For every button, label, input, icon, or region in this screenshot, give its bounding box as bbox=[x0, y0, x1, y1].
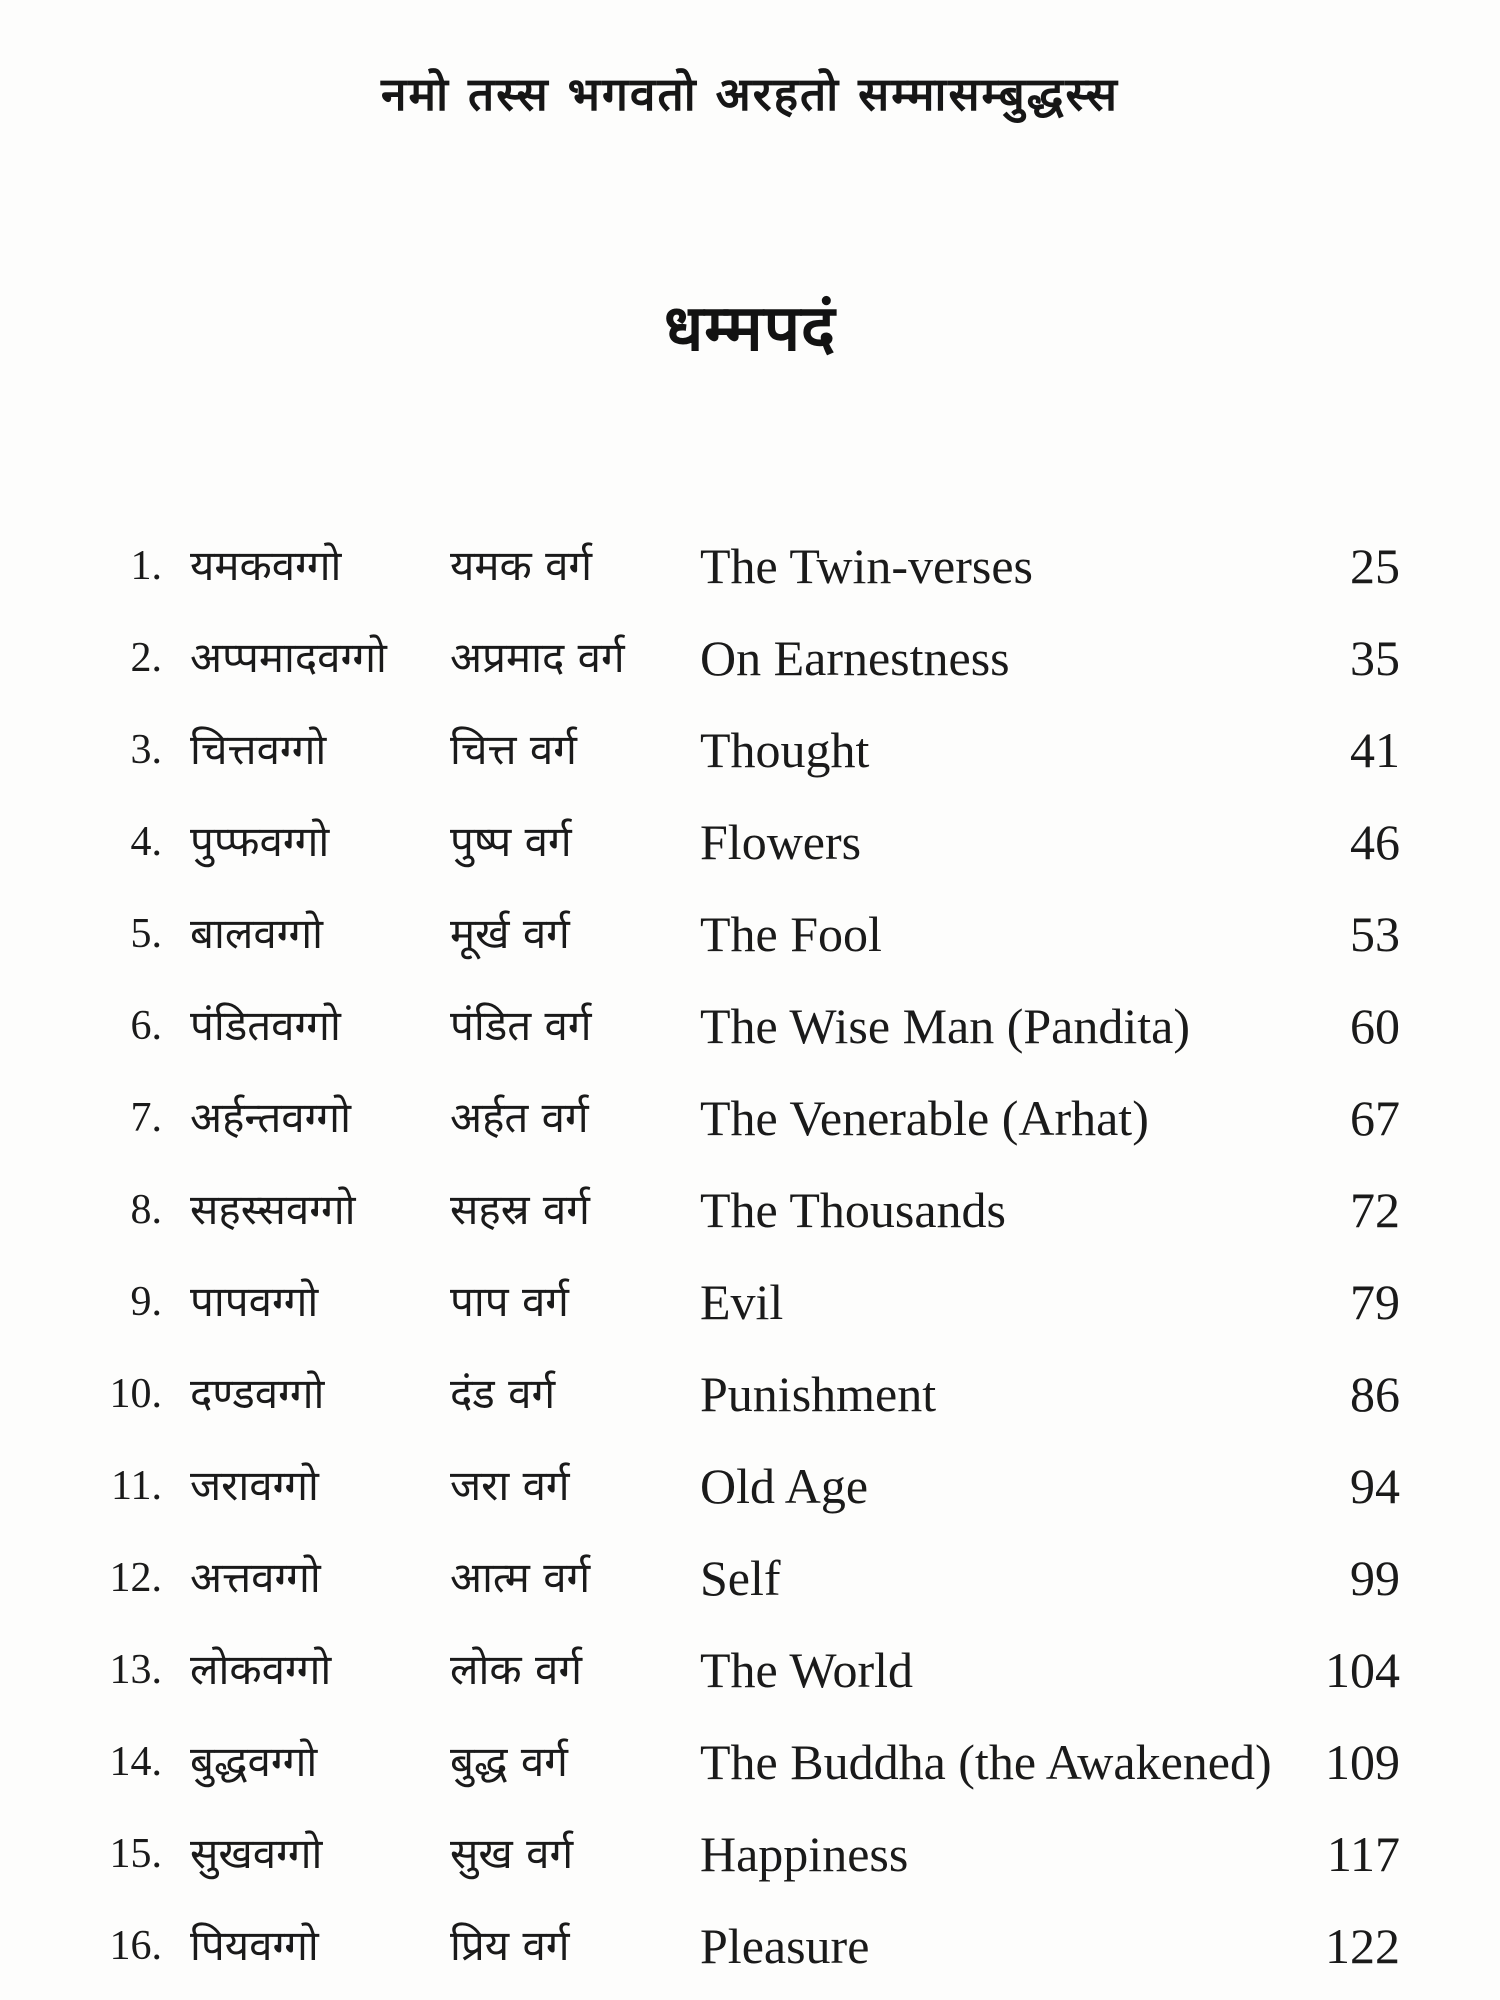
toc-row bbox=[0, 704, 1500, 796]
hindi-chapter-title: चित्त वर्ग bbox=[450, 725, 577, 774]
hindi-chapter-title: लोक वर्ग bbox=[450, 1645, 582, 1694]
toc-row bbox=[0, 1440, 1500, 1532]
page-number: 79 bbox=[1350, 1274, 1400, 1330]
chapter-number: 4. bbox=[130, 819, 162, 865]
pali-chapter-title: सुखवग्गो bbox=[190, 1829, 323, 1878]
english-chapter-title: The Twin-verses bbox=[700, 538, 1033, 594]
invocation-line: नमो तस्स भगवतो अरहतो सम्मासम्बुद्धस्स bbox=[381, 67, 1119, 121]
table-of-contents bbox=[0, 520, 1500, 1992]
chapter-number: 3. bbox=[130, 727, 162, 773]
page-number: 94 bbox=[1350, 1458, 1400, 1514]
pali-chapter-title: यमकवग्गो bbox=[190, 541, 342, 590]
english-chapter-title: Thought bbox=[700, 722, 870, 778]
hindi-chapter-title: पंडित वर्ग bbox=[450, 1001, 592, 1050]
chapter-number: 7. bbox=[130, 1095, 162, 1141]
page-number: 104 bbox=[1325, 1642, 1400, 1698]
page-number: 60 bbox=[1350, 998, 1400, 1054]
english-chapter-title: The Wise Man (Pandita) bbox=[700, 998, 1190, 1054]
chapter-number: 15. bbox=[109, 1831, 162, 1877]
page-number: 122 bbox=[1325, 1918, 1400, 1974]
pali-chapter-title: पंडितवग्गो bbox=[190, 1001, 341, 1050]
toc-row bbox=[0, 612, 1500, 704]
page-number: 41 bbox=[1350, 722, 1400, 778]
toc-row bbox=[0, 1716, 1500, 1808]
hindi-chapter-title: आत्म वर्ग bbox=[450, 1553, 591, 1602]
pali-chapter-title: पियवग्गो bbox=[190, 1921, 319, 1970]
pali-chapter-title: पापवग्गो bbox=[190, 1277, 319, 1326]
toc-row bbox=[0, 1164, 1500, 1256]
chapter-number: 5. bbox=[130, 911, 162, 957]
toc-row bbox=[0, 1072, 1500, 1164]
toc-row bbox=[0, 1624, 1500, 1716]
pali-chapter-title: लोकवग्गो bbox=[190, 1645, 332, 1694]
english-chapter-title: Pleasure bbox=[700, 1918, 870, 1974]
chapter-number: 10. bbox=[109, 1371, 162, 1417]
english-chapter-title: Old Age bbox=[700, 1458, 869, 1514]
english-chapter-title: Evil bbox=[700, 1274, 784, 1330]
chapter-number: 14. bbox=[109, 1739, 162, 1785]
page-number: 35 bbox=[1350, 630, 1400, 686]
english-chapter-title: The Buddha (the Awakened) bbox=[700, 1734, 1272, 1790]
page-number: 109 bbox=[1325, 1734, 1400, 1790]
pali-chapter-title: दण्डवग्गो bbox=[190, 1369, 325, 1418]
hindi-chapter-title: बुद्ध वर्ग bbox=[450, 1737, 568, 1786]
toc-row bbox=[0, 796, 1500, 888]
chapter-number: 2. bbox=[130, 635, 162, 681]
english-chapter-title: Self bbox=[700, 1550, 781, 1606]
toc-row bbox=[0, 888, 1500, 980]
page-number: 72 bbox=[1350, 1182, 1400, 1238]
page-title: धम्मपदं bbox=[663, 292, 837, 366]
hindi-chapter-title: दंड वर्ग bbox=[450, 1369, 556, 1418]
hindi-chapter-title: अप्रमाद वर्ग bbox=[450, 633, 625, 682]
page-number: 117 bbox=[1326, 1826, 1400, 1882]
pali-chapter-title: सहस्सवग्गो bbox=[190, 1185, 356, 1234]
hindi-chapter-title: पुष्प वर्ग bbox=[450, 817, 572, 866]
toc-row bbox=[0, 1900, 1500, 1992]
pali-chapter-title: बुद्धवग्गो bbox=[190, 1737, 318, 1786]
page-number: 67 bbox=[1350, 1090, 1400, 1146]
english-chapter-title: The Thousands bbox=[700, 1182, 1006, 1238]
chapter-number: 1. bbox=[130, 543, 162, 589]
page-number: 25 bbox=[1350, 538, 1400, 594]
hindi-chapter-title: सुख वर्ग bbox=[450, 1829, 574, 1878]
english-chapter-title: Flowers bbox=[700, 814, 862, 870]
hindi-chapter-title: पाप वर्ग bbox=[450, 1277, 569, 1326]
english-chapter-title: On Earnestness bbox=[700, 630, 1010, 686]
pali-chapter-title: अत्तवग्गो bbox=[190, 1553, 321, 1602]
page-number: 46 bbox=[1350, 814, 1400, 870]
hindi-chapter-title: यमक वर्ग bbox=[450, 541, 593, 590]
english-chapter-title: The Fool bbox=[700, 906, 882, 962]
hindi-chapter-title: सहस्र वर्ग bbox=[450, 1185, 590, 1234]
chapter-number: 8. bbox=[130, 1187, 162, 1233]
pali-chapter-title: अर्हन्तवग्गो bbox=[190, 1093, 351, 1142]
english-chapter-title: The Venerable (Arhat) bbox=[700, 1090, 1149, 1146]
page-number: 53 bbox=[1350, 906, 1400, 962]
chapter-number: 6. bbox=[130, 1003, 162, 1049]
toc-row bbox=[0, 1256, 1500, 1348]
pali-chapter-title: बालवग्गो bbox=[190, 909, 324, 958]
pali-chapter-title: जरावग्गो bbox=[190, 1461, 319, 1510]
hindi-chapter-title: अर्हत वर्ग bbox=[450, 1093, 589, 1142]
page-number: 86 bbox=[1350, 1366, 1400, 1422]
toc-row bbox=[0, 1808, 1500, 1900]
chapter-number: 16. bbox=[109, 1923, 162, 1969]
pali-chapter-title: अप्पमादवग्गो bbox=[190, 633, 387, 682]
english-chapter-title: Punishment bbox=[700, 1366, 937, 1422]
hindi-chapter-title: जरा वर्ग bbox=[450, 1461, 570, 1510]
chapter-number: 9. bbox=[130, 1279, 162, 1325]
toc-row bbox=[0, 1348, 1500, 1440]
pali-chapter-title: चित्तवग्गो bbox=[190, 725, 327, 774]
page-number: 99 bbox=[1350, 1550, 1400, 1606]
pali-chapter-title: पुप्फवग्गो bbox=[190, 817, 330, 866]
chapter-number: 11. bbox=[111, 1463, 162, 1509]
english-chapter-title: The World bbox=[700, 1642, 914, 1698]
toc-row bbox=[0, 1532, 1500, 1624]
hindi-chapter-title: प्रिय वर्ग bbox=[450, 1921, 570, 1970]
english-chapter-title: Happiness bbox=[700, 1826, 909, 1882]
chapter-number: 13. bbox=[109, 1647, 162, 1693]
chapter-number: 12. bbox=[109, 1555, 162, 1601]
hindi-chapter-title: मूर्ख वर्ग bbox=[450, 909, 570, 958]
toc-row bbox=[0, 980, 1500, 1072]
toc-row bbox=[0, 520, 1500, 612]
